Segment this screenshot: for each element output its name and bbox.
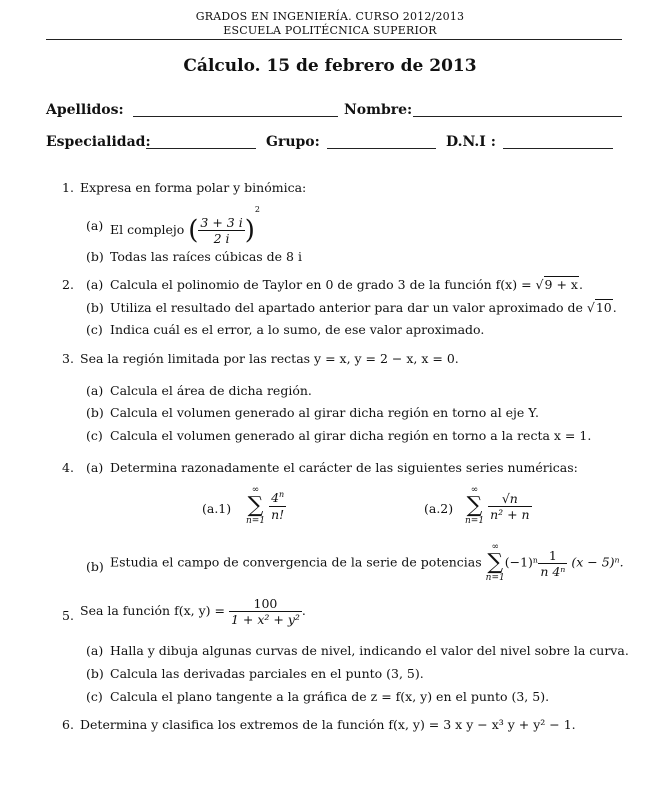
a1-num-exp: n [279, 490, 285, 500]
sum-symbol-a2: ∞ ∑ n=1 [465, 485, 485, 526]
question-4a1-series [246, 486, 286, 526]
question-1a-text: El complejo [110, 222, 185, 237]
grupo-label: Grupo: [266, 134, 320, 150]
header-line-1: GRADOS EN INGENIERÍA. CURSO 2012/2013 [195, 10, 465, 23]
especialidad-line[interactable] [146, 148, 256, 149]
question-4b-sign-term: (−1)ⁿ [504, 554, 539, 570]
sum-symbol-b: ∞ ∑ n=1 [485, 542, 505, 583]
question-5-text: Sea la función f(x, y) = [80, 603, 225, 618]
a1-num-base: 4 [271, 490, 280, 506]
question-5-line [80, 596, 306, 627]
question-2a-line: Calcula el polinomio de Taylor en 0 de grado 3 de la función f(x) = √9 + x. [110, 277, 583, 292]
question-5-number: 5. [62, 608, 74, 623]
question-5-denominator: 1 + x² + y² [230, 612, 300, 627]
open-paren: ( [188, 215, 199, 246]
question-4a2-denominator: n² + n [490, 506, 530, 522]
page-title: Cálculo. 15 de febrero de 2013 [183, 56, 477, 76]
question-3c-label: (c) [86, 428, 103, 443]
question-1a-expression [110, 205, 260, 246]
nombre-label: Nombre: [344, 102, 413, 118]
question-4b-line [110, 543, 624, 583]
question-4a1-numerator [269, 490, 286, 506]
question-1a-exponent: 2 [254, 205, 260, 214]
question-2b-radicand: 10 [595, 300, 612, 315]
question-3b-label: (b) [86, 405, 104, 420]
question-4b-text: Estudia el campo de convergencia de la serie de potencias [110, 554, 482, 570]
question-6-text: Determina y clasifica los extremos de la función f(x, y) = 3 x y − x³ y + y² − 1. [80, 717, 576, 732]
question-1a-denominator: 2 i [213, 231, 230, 246]
question-4a2-label: (a.2) [424, 501, 454, 516]
question-1a-label: (a) [86, 218, 104, 233]
question-1b-text: Todas las raíces cúbicas de 8 i [110, 249, 302, 264]
question-4-number: 4. [62, 460, 74, 475]
question-5c-text: Calcula el plano tangente a la gráfica de z = f(x, y) en el punto (3, 5). [110, 689, 550, 704]
sum-lower-a1: n=1 [246, 516, 266, 526]
apellidos-line[interactable] [133, 116, 338, 117]
question-4b-denominator: n 4ⁿ [540, 563, 566, 579]
question-4a1-label: (a.1) [202, 501, 232, 516]
question-4a2-series [465, 486, 532, 526]
sum-lower-b: n=1 [485, 573, 505, 583]
question-3c-text: Calcula el volumen generado al girar dicha región en torno a la recta x = 1. [110, 428, 592, 443]
question-3a-text: Calcula el área de dicha región. [110, 383, 312, 398]
header-rule [46, 39, 622, 40]
question-1-text: Expresa en forma polar y binómica: [80, 180, 307, 195]
sum-symbol-a1: ∞ ∑ n=1 [246, 485, 266, 526]
question-5b-label: (b) [86, 666, 104, 681]
question-4b-power-term: (x − 5)ⁿ. [571, 554, 624, 570]
question-5a-text: Halla y dibuja algunas curvas de nivel, indicando el valor del nivel sobre la curva. [110, 643, 629, 658]
sum-lower-a2: n=1 [465, 516, 485, 526]
question-2c-label: (c) [86, 322, 103, 337]
question-4a2-numerator: √n [488, 491, 532, 507]
dni-line[interactable] [503, 148, 613, 149]
question-3-text: Sea la región limitada por las rectas y = x, y = 2 − x, x = 0. [80, 351, 459, 366]
question-5-period: . [301, 603, 306, 618]
question-4a-text: Determina razonadamente el carácter de las siguientes series numéricas: [110, 460, 578, 475]
question-3b-text: Calcula el volumen generado al girar dicha región en torno al eje Y. [110, 405, 539, 420]
question-1a-numerator: 3 + 3 i [200, 215, 243, 230]
dni-label: D.N.I : [446, 134, 496, 150]
question-1b-label: (b) [86, 249, 104, 264]
question-2-number: 2. [62, 277, 74, 292]
question-4a1-fraction [269, 490, 286, 521]
question-2c-text: Indica cuál es el error, a lo sumo, de ese valor aproximado. [110, 322, 485, 337]
sum-upper-b: ∞ [491, 542, 499, 552]
question-1a-fraction [198, 215, 244, 246]
grupo-line[interactable] [327, 148, 436, 149]
question-4a-label: (a) [86, 460, 104, 475]
question-2a-label: (a) [86, 277, 104, 292]
question-3-number: 3. [62, 351, 74, 366]
question-5c-label: (c) [86, 689, 103, 704]
question-4b-numerator: 1 [538, 548, 567, 564]
question-3a-label: (a) [86, 383, 104, 398]
question-5b-text: Calcula las derivadas parciales en el punto (3, 5). [110, 666, 424, 681]
apellidos-label: Apellidos: [46, 102, 124, 118]
sum-upper-a2: ∞ [470, 485, 479, 495]
question-2b-text: Utiliza el resultado del apartado anterior para dar un valor aproximado de [110, 300, 583, 315]
question-2a-radicand: 9 + x [544, 277, 578, 292]
question-4b-fraction [538, 548, 567, 579]
question-4a1-denominator: n! [271, 506, 285, 522]
sum-upper-a1: ∞ [251, 485, 260, 495]
question-4a2-fraction [488, 491, 532, 522]
close-paren: ) [244, 215, 255, 246]
question-5-numerator: 100 [229, 596, 302, 612]
header-line-2: ESCUELA POLITÉCNICA SUPERIOR [223, 24, 437, 37]
question-2b-line: Utiliza el resultado del apartado anterior para dar un valor aproximado de √10. [110, 300, 617, 315]
question-2a-period: . [578, 277, 583, 292]
especialidad-label: Especialidad: [46, 134, 151, 150]
question-2b-period: . [612, 300, 617, 315]
question-2b-label: (b) [86, 300, 104, 315]
question-1-number: 1. [62, 180, 74, 195]
question-5-fraction [229, 596, 302, 627]
question-5a-label: (a) [86, 643, 104, 658]
question-2a-text: Calcula el polinomio de Taylor en 0 de grado 3 de la función f(x) = [110, 277, 532, 292]
question-4b-label: (b) [86, 559, 104, 574]
nombre-line[interactable] [413, 116, 622, 117]
question-6-number: 6. [62, 717, 74, 732]
